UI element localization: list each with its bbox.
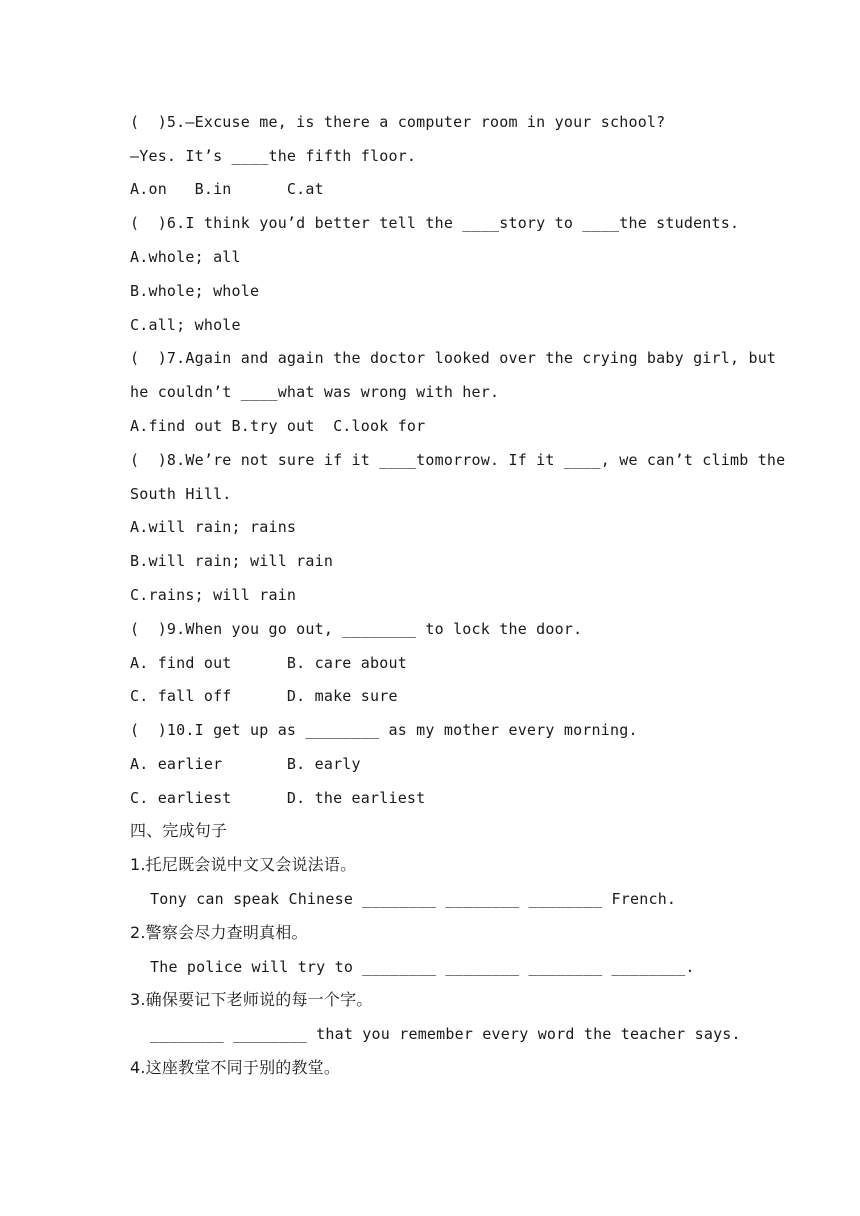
question-8-option-a: A.will rain; rains	[130, 518, 297, 536]
section-heading: 四、完成句子	[130, 821, 228, 840]
question-10-options-cd: C. earliest D. the earliest	[130, 789, 426, 807]
question-6-option-c: C.all; whole	[130, 316, 241, 334]
question-9-options-cd: C. fall off D. make sure	[130, 687, 398, 705]
question-8-stem-cont: South Hill.	[130, 485, 232, 503]
question-6-option-b: B.whole; whole	[130, 282, 260, 300]
question-9-options-ab: A. find out B. care about	[130, 654, 407, 672]
item-3-chinese: 3.确保要记下老师说的每一个字。	[130, 990, 373, 1009]
question-5-answer-line: —Yes. It’s ____the fifth floor.	[130, 147, 417, 165]
question-8-option-b: B.will rain; will rain	[130, 552, 334, 570]
item-2-english: The police will try to ________ ________ ________ ________.	[150, 958, 695, 976]
question-8-option-c: C.rains; will rain	[130, 586, 297, 604]
question-9-stem: ( )9.When you go out, ________ to lock the door.	[130, 620, 583, 638]
item-3-english: ________ ________ that you remember every word the teacher says.	[150, 1025, 741, 1043]
item-2-chinese: 2.警察会尽力查明真相。	[130, 923, 308, 942]
question-7-options: A.find out B.try out C.look for	[130, 417, 426, 435]
item-1-english: Tony can speak Chinese ________ ________ ________ French.	[150, 890, 677, 908]
question-10-stem: ( )10.I get up as ________ as my mother every morning.	[130, 721, 638, 739]
question-6-stem: ( )6.I think you’d better tell the ____story to ____the students.	[130, 214, 740, 232]
item-1-chinese: 1.托尼既会说中文又会说法语。	[130, 855, 357, 874]
question-5-options: A.on B.in C.at	[130, 180, 324, 198]
question-5-stem: ( )5.—Excuse me, is there a computer room in your school?	[130, 113, 666, 131]
question-8-stem: ( )8.We’re not sure if it ____tomorrow. If it ____, we can’t climb the	[130, 451, 786, 469]
item-4-chinese: 4.这座教堂不同于别的教堂。	[130, 1058, 341, 1077]
question-6-option-a: A.whole; all	[130, 248, 241, 266]
question-7-stem-cont: he couldn’t ____what was wrong with her.	[130, 383, 500, 401]
question-7-stem: ( )7.Again and again the doctor looked over the crying baby girl, but	[130, 349, 777, 367]
question-10-options-ab: A. earlier B. early	[130, 755, 361, 773]
